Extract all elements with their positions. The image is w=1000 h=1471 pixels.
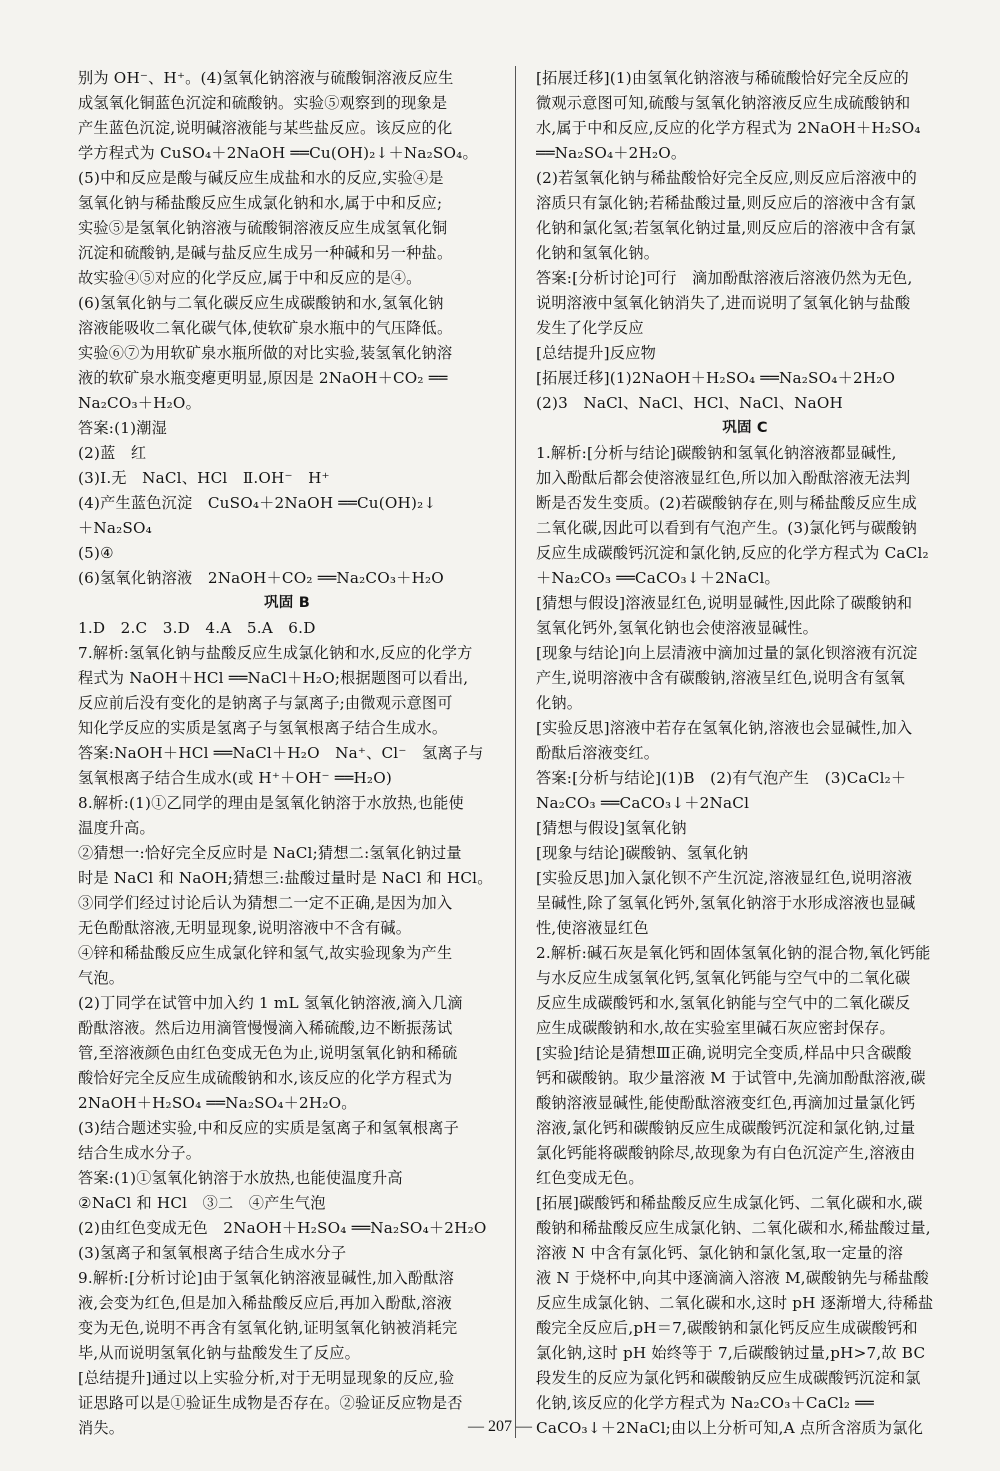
text-line: 氯化钙能将碳酸钠除尽,故现象为有白色沉淀产生,溶液由 [536, 1144, 916, 1162]
text-line: Na₂CO₃ ══CaCO₃↓＋2NaCl [536, 794, 750, 812]
text-line: (6)氢氧化钠与二氧化碳反应生成碳酸钠和水,氢氧化钠 [78, 294, 444, 312]
column-divider [515, 66, 516, 1438]
text-line: 7.解析:氢氧化钠与盐酸反应生成氯化钠和水,反应的化学方 [78, 644, 473, 662]
text-line: 答案:[分析与结论](1)B (2)有气泡产生 (3)CaCl₂＋ [536, 769, 907, 787]
text-line: 反应生成碳酸钙沉淀和氯化钠,反应的化学方程式为 CaCl₂ [536, 544, 929, 562]
text-line: 管,至溶液颜色由红色变成无色为止,说明氢氧化钠和稀硫 [78, 1044, 458, 1062]
text-line: [实验反思]溶液中若存在氢氧化钠,溶液也会显碱性,加入 [536, 719, 913, 737]
text-line: 沉淀和硫酸钠,是碱与盐反应生成另一种碱和另一种盐。 [78, 244, 453, 262]
text-line: 答案:(1)潮湿 [78, 419, 167, 437]
text-line: 氢氧化钠与稀盐酸反应生成氯化钠和水,属于中和反应; [78, 194, 443, 212]
text-line: 酚酞后溶液变红。 [536, 744, 660, 762]
text-line: 溶液,氯化钙和碳酸钠反应生成碳酸钙沉淀和氯化钠,过量 [536, 1119, 916, 1137]
text-line: 消失。 [78, 1419, 125, 1437]
text-line: ══Na₂SO₄＋2H₂O。 [536, 144, 687, 162]
text-line: 酸钠溶液显碱性,能使酚酞溶液变红色,再滴加过量氯化钙 [536, 1094, 916, 1112]
text-line: 断是否发生变质。(2)若碳酸钠存在,则与稀盐酸反应生成 [536, 494, 918, 512]
text-line: ＋Na₂SO₄ [78, 519, 152, 537]
text-line: 2.解析:碱石灰是氧化钙和固体氢氧化钠的混合物,氧化钙能 [536, 944, 931, 962]
text-line: (2)若氢氧化钠与稀盐酸恰好完全反应,则反应后溶液中的 [536, 169, 918, 187]
text-line: (3)结合题述实验,中和反应的实质是氢离子和氢氧根离子 [78, 1119, 460, 1137]
text-line: 应生成碳酸钠和水,故在实验室里碱石灰应密封保存。 [536, 1019, 895, 1037]
text-line: [拓展]碳酸钙和稀盐酸反应生成氯化钙、二氧化碳和水,碳 [536, 1194, 923, 1212]
text-line: (3)Ⅰ.无 NaCl、HCl Ⅱ.OH⁻ H⁺ [78, 469, 330, 487]
text-line: 液 N 于烧杯中,向其中逐滴滴入溶液 M,碳酸钠先与稀盐酸 [536, 1269, 929, 1287]
text-line: 2NaOH＋H₂SO₄ ══Na₂SO₄＋2H₂O。 [78, 1094, 357, 1112]
text-line: 钙和碳酸钠。取少量溶液 M 于试管中,先滴加酚酞溶液,碳 [536, 1069, 926, 1087]
text-line: 时是 NaCl 和 NaOH;猜想三:盐酸过量时是 NaCl 和 HCl。 [78, 869, 493, 887]
text-line: 化钠和氢氧化钠。 [536, 244, 660, 262]
text-line: 氢氧化钙外,氢氧化钠也会使溶液显碱性。 [536, 619, 819, 637]
text-line: (3)氢离子和氢氧根离子结合生成水分子 [78, 1244, 347, 1262]
text-line: 微观示意图可知,硫酸与氢氧化钠溶液反应生成硫酸钠和 [536, 94, 911, 112]
text-line: (6)氢氧化钠溶液 2NaOH＋CO₂ ══Na₂CO₃＋H₂O [78, 569, 444, 587]
text-line: (5)④ [78, 544, 114, 562]
text-line: 1.解析:[分析与结论]碳酸钠和氢氧化钠溶液都显碱性, [536, 444, 897, 462]
text-line: ②猜想一:恰好完全反应时是 NaCl;猜想二:氢氧化钠过量 [78, 844, 462, 862]
text-line: 液,会变为红色,但是加入稀盐酸反应后,再加入酚酞,溶液 [78, 1294, 453, 1312]
text-line: 成氢氧化铜蓝色沉淀和硫酸钠。实验⑤观察到的现象是 [78, 94, 448, 112]
text-line: 答案:NaOH＋HCl ══NaCl＋H₂O Na⁺、Cl⁻ 氢离子与 [78, 744, 484, 762]
text-line: CaCO₃↓＋2NaCl;由以上分析可知,A 点所含溶质为氯化 [536, 1419, 923, 1437]
text-line: 化钠。 [536, 694, 583, 712]
text-line: 程式为 NaOH＋HCl ══NaCl＋H₂O;根据题图可以看出, [78, 669, 469, 687]
text-line: 与水反应生成氢氧化钙,氢氧化钙能与空气中的二氧化碳 [536, 969, 911, 987]
text-line: 9.解析:[分析讨论]由于氢氧化钠溶液显碱性,加入酚酞溶 [78, 1269, 455, 1287]
section-heading: 巩固 C [722, 420, 768, 436]
text-line: 无色酚酞溶液,无明显现象,说明溶液中不含有碱。 [78, 919, 412, 937]
text-line: 1.D 2.C 3.D 4.A 5.A 6.D [78, 619, 316, 637]
text-line: ＋Na₂CO₃ ══CaCO₃↓＋2NaCl。 [536, 569, 780, 587]
text-line: 酸钠和稀盐酸反应生成氯化钠、二氧化碳和水,稀盐酸过量, [536, 1219, 931, 1237]
text-line: 故实验④⑤对应的化学反应,属于中和反应的是④。 [78, 269, 422, 287]
text-line: 酸恰好完全反应生成硫酸钠和水,该反应的化学方程式为 [78, 1069, 453, 1087]
section-heading: 巩固 B [264, 595, 310, 611]
text-line: 证思路可以是①验证生成物是否存在。②验证反应物是否 [78, 1394, 463, 1412]
text-line: 产生蓝色沉淀,说明碱溶液能与某些盐反应。该反应的化 [78, 119, 453, 137]
text-line: 变为无色,说明不再含有氢氧化钠,证明氢氧化钠被消耗完 [78, 1319, 458, 1337]
text-line: 溶液能吸收二氧化碳气体,使软矿泉水瓶中的气压降低。 [78, 319, 453, 337]
text-line: 答案:[分析讨论]可行 滴加酚酞溶液后溶液仍然为无色, [536, 269, 913, 287]
text-line: 化钠,该反应的化学方程式为 Na₂CO₃＋CaCl₂ ══ [536, 1394, 874, 1412]
text-line: 8.解析:(1)①乙同学的理由是氢氧化钠溶于水放热,也能使 [78, 794, 464, 812]
text-line: 溶液 N 中含有氯化钙、氯化钠和氯化氢,取一定量的溶 [536, 1244, 904, 1262]
text-line: 结合生成水分子。 [78, 1144, 202, 1162]
text-line: 实验⑥⑦为用软矿泉水瓶所做的对比实验,装氢氧化钠溶 [78, 344, 453, 362]
text-line: ③同学们经过讨论后认为猜想二一定不正确,是因为加入 [78, 894, 453, 912]
watermark-logo [836, 1402, 986, 1466]
text-line: 毕,从而说明氢氧化钠与盐酸发生了反应。 [78, 1344, 361, 1362]
text-line: 产生,说明溶液中含有碳酸钠,溶液呈红色,说明含有氢氧 [536, 669, 905, 687]
text-line: 化钠和氯化氢;若氢氧化钠过量,则反应后的溶液中含有氯 [536, 219, 916, 237]
text-line: (2)蓝 红 [78, 444, 147, 462]
text-line: 说明溶液中氢氧化钠消失了,进而说明了氢氧化钠与盐酸 [536, 294, 911, 312]
text-line: ②NaCl 和 HCl ③二 ④产生气泡 [78, 1194, 326, 1212]
text-line: [总结提升]通过以上实验分析,对于无明显现象的反应,验 [78, 1369, 455, 1387]
text-line: [现象与结论]碳酸钠、氢氧化钠 [536, 844, 749, 862]
text-line: 反应生成碳酸钙和水,氢氧化钠能与空气中的二氧化碳反 [536, 994, 911, 1012]
text-line: [实验]结论是猜想Ⅲ正确,说明完全变质,样品中只含碳酸 [536, 1044, 912, 1062]
text-line: 实验⑤是氢氧化钠溶液与硫酸铜溶液反应生成氢氧化铜 [78, 219, 448, 237]
text-line: 答案:(1)①氢氧化钠溶于水放热,也能使温度升高 [78, 1169, 403, 1187]
text-line: 气泡。 [78, 969, 125, 987]
page-number: — 207 — [468, 1418, 532, 1435]
text-line: [猜想与假设]氢氧化钠 [536, 819, 687, 837]
text-line: [现象与结论]向上层清液中滴加过量的氯化钡溶液有沉淀 [536, 644, 918, 662]
text-line: ④锌和稀盐酸反应生成氯化锌和氢气,故实验现象为产生 [78, 944, 453, 962]
text-line: [实验反思]加入氯化钡不产生沉淀,溶液显红色,说明溶液 [536, 869, 913, 887]
text-line: 别为 OH⁻、H⁺。(4)氢氧化钠溶液与硫酸铜溶液反应生 [78, 69, 454, 87]
text-line: 发生了化学反应 [536, 319, 644, 337]
text-line: 性,使溶液显红色 [536, 919, 649, 937]
text-line: [总结提升]反应物 [536, 344, 656, 362]
text-line: (5)中和反应是酸与碱反应生成盐和水的反应,实验④是 [78, 169, 444, 187]
text-line: 二氧化碳,因此可以看到有气泡产生。(3)氯化钙与碳酸钠 [536, 519, 918, 537]
text-line: [拓展迁移](1)由氢氧化钠溶液与稀硫酸恰好完全反应的 [536, 69, 909, 87]
text-line: 红色变成无色。 [536, 1169, 644, 1187]
right-column [536, 66, 954, 1441]
text-line: 加入酚酞后都会使溶液显红色,所以加入酚酞溶液无法判 [536, 469, 911, 487]
text-line: 学方程式为 CuSO₄＋2NaOH ══Cu(OH)₂↓＋Na₂SO₄。 [78, 144, 478, 162]
text-line: 氢氧根离子结合生成水(或 H⁺＋OH⁻ ══H₂O) [78, 769, 393, 787]
text-line: 知化学反应的实质是氢离子与氢氧根离子结合生成水。 [78, 719, 448, 737]
text-line: (4)产生蓝色沉淀 CuSO₄＋2NaOH ══Cu(OH)₂↓ [78, 494, 437, 512]
text-line: [拓展迁移](1)2NaOH＋H₂SO₄ ══Na₂SO₄＋2H₂O [536, 369, 896, 387]
text-line: 酸完全反应后,pH＝7,碳酸钠和氯化钙反应生成碳酸钙和 [536, 1319, 918, 1337]
text-line: 氯化钠,这时 pH 始终等于 7,后碳酸钠过量,pH>7,故 BC [536, 1344, 926, 1362]
text-line: [猜想与假设]溶液显红色,说明显碱性,因此除了碳酸钠和 [536, 594, 913, 612]
text-line: 反应前后没有变化的是钠离子与氯离子;由微观示意图可 [78, 694, 453, 712]
text-line: 反应生成氯化钠、二氧化碳和水,这时 pH 逐渐增大,待稀盐 [536, 1294, 934, 1312]
text-line: 酚酞溶液。然后边用滴管慢慢滴入稀硫酸,边不断振荡试 [78, 1019, 453, 1037]
text-line: 液的软矿泉水瓶变瘪更明显,原因是 2NaOH＋CO₂ ══ [78, 369, 448, 387]
text-line: 溶质只有氯化钠;若稀盐酸过量,则反应后的溶液中含有氯 [536, 194, 916, 212]
text-line: (2)由红色变成无色 2NaOH＋H₂SO₄ ══Na₂SO₄＋2H₂O [78, 1219, 487, 1237]
text-line: 温度升高。 [78, 819, 155, 837]
left-column [78, 66, 496, 1441]
text-line: 段发生的反应为氯化钙和碳酸钠反应生成碳酸钙沉淀和氯 [536, 1369, 921, 1387]
text-line: 水,属于中和反应,反应的化学方程式为 2NaOH＋H₂SO₄ [536, 119, 921, 137]
text-line: (2)3 NaCl、NaCl、HCl、NaCl、NaOH [536, 394, 843, 412]
text-line: Na₂CO₃＋H₂O。 [78, 394, 201, 412]
text-line: (2)丁同学在试管中加入约 1 mL 氢氧化钠溶液,滴入几滴 [78, 994, 463, 1012]
text-line: 呈碱性,除了氢氧化钙外,氢氧化钠溶于水形成溶液也显碱 [536, 894, 916, 912]
